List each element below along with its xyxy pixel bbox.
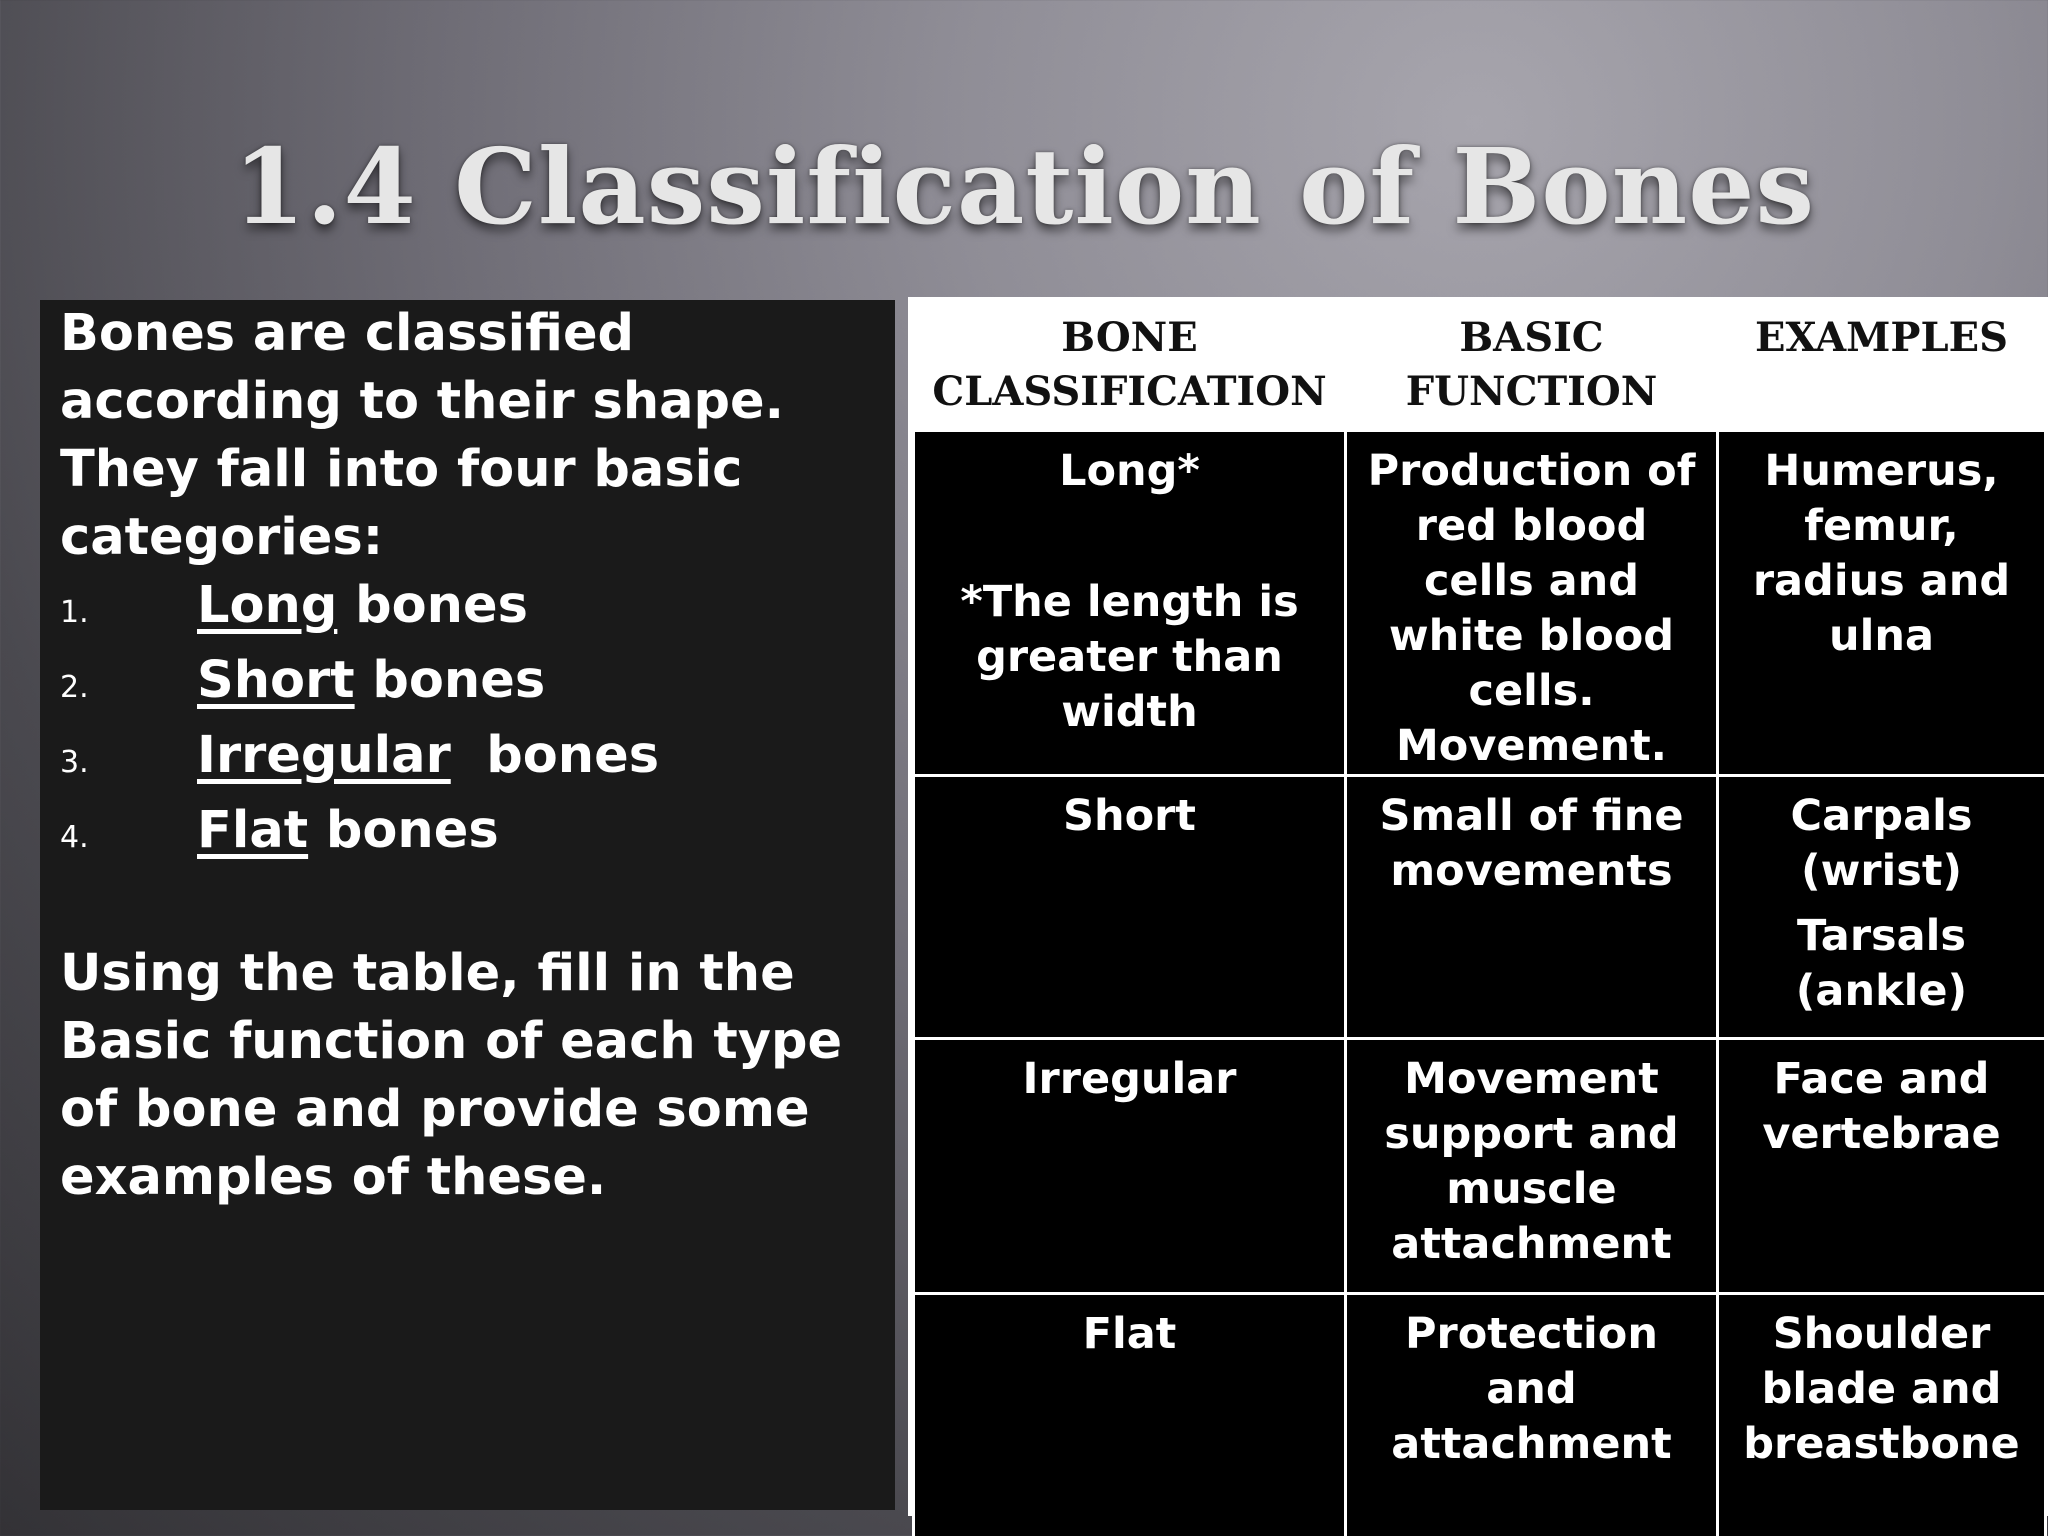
- list-number: 2.: [60, 670, 89, 705]
- classification-name: Long*: [1059, 446, 1200, 496]
- list-term: Short: [197, 651, 355, 710]
- table-row: [914, 431, 2046, 776]
- cell-function: Protection and attachment: [1346, 1294, 1718, 1536]
- cell-classification: [914, 431, 1346, 776]
- classification-name: Flat: [1082, 1309, 1177, 1359]
- cell-examples: [1718, 431, 2046, 776]
- list-rest: bones: [355, 576, 528, 635]
- list-term: Long: [197, 576, 338, 635]
- cell-examples: [1718, 1294, 2046, 1536]
- list-term: Irregular: [197, 726, 451, 785]
- classification-name: Short: [1063, 791, 1196, 841]
- list-item: [60, 797, 883, 872]
- bone-table-container: [908, 297, 2048, 1516]
- cell-function: Production of red blood cells and white blood cells. Movement.: [1346, 431, 1718, 776]
- header-classification: BONE CLASSIFICATION: [914, 297, 1346, 431]
- table-header-row: [914, 297, 2046, 431]
- example-item: Carpals (wrist): [1790, 791, 1973, 896]
- cell-classification: [914, 1039, 1346, 1294]
- list-term: Flat: [197, 801, 309, 860]
- example-item: Tarsals (ankle): [1795, 911, 1968, 1016]
- classification-name: Irregular: [1022, 1054, 1237, 1104]
- slide-title: 1.4 Classification of Bones: [232, 125, 1816, 248]
- bone-classification-table: [912, 297, 2047, 1536]
- table-row: [914, 776, 2046, 1039]
- header-examples: EXAMPLES: [1718, 297, 2046, 431]
- list-number: 3.: [60, 745, 89, 780]
- example-item: Face and vertebrae: [1762, 1054, 2001, 1159]
- category-list: [60, 572, 883, 872]
- classification-note: *The length is greater than width: [960, 577, 1299, 737]
- example-item: Shoulder blade and breastbone: [1743, 1309, 2020, 1469]
- list-number: 1.: [60, 595, 89, 630]
- cell-function: Small of fine movements: [1346, 776, 1718, 1039]
- list-number: 4.: [60, 820, 89, 855]
- cell-examples: [1718, 1039, 2046, 1294]
- intro-text: Bones are classified according to their shape. They fall into four basic categories:: [60, 304, 785, 567]
- list-rest: bones: [486, 726, 660, 785]
- list-rest: bones: [325, 801, 499, 860]
- cell-function: Movement support and muscle attachment: [1346, 1039, 1718, 1294]
- list-item: [60, 647, 883, 722]
- table-row: [914, 1294, 2046, 1536]
- table-row: [914, 1039, 2046, 1294]
- list-item: [60, 722, 883, 797]
- cell-classification: [914, 1294, 1346, 1536]
- list-rest: bones: [372, 651, 546, 710]
- cell-examples: [1718, 776, 2046, 1039]
- list-item: [60, 572, 883, 647]
- example-item: Humerus, femur, radius and ulna: [1752, 446, 2011, 661]
- intro-panel: [40, 300, 895, 1510]
- header-function: BASIC FUNCTION: [1346, 297, 1718, 431]
- cell-classification: [914, 776, 1346, 1039]
- instruction-text: Using the table, fill in the Basic function of each type of bone and provide some examples of these.: [60, 944, 843, 1207]
